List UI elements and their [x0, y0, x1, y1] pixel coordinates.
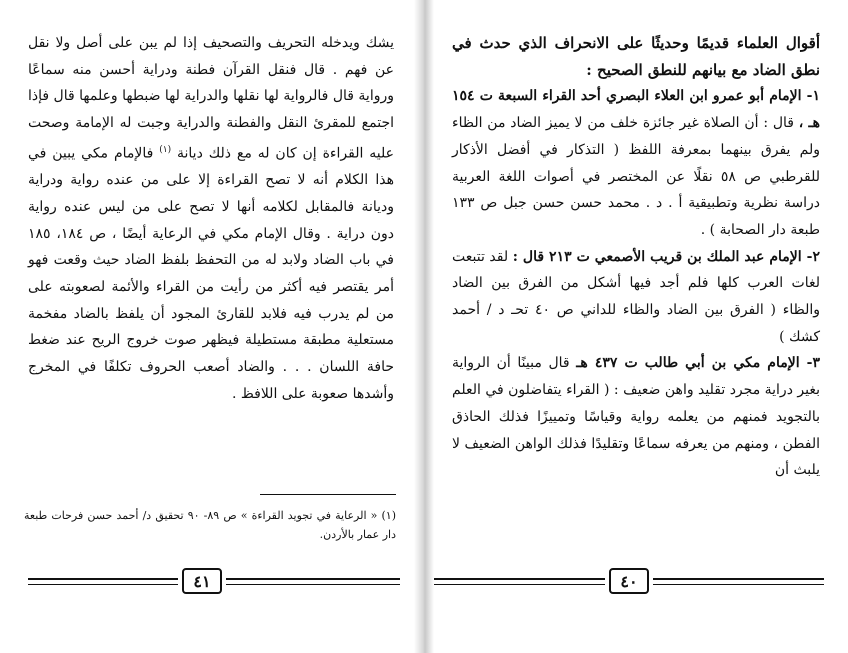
footer-rule-right	[434, 578, 605, 585]
left-page-footer	[28, 568, 400, 594]
item-2-heading: ٢- الإمام عبد الملك بن قريب الأصمعي ت ٢١٣ قال :	[512, 248, 821, 265]
item-3-text: قال مبينًا أن الرواية بغير دراية مجرد تقليد واهن ضعيف : ( القراء يتفاضلون في العلم بالتجويد فمنهم من يعلمه رواية وقياسًا وتمييزًا فذلك الحاذق الفطن ، ومنهم من يعرفه سماعًا وتقليدًا فذلك الواهن الضعيف لا يلبث أن	[452, 355, 820, 479]
item-1-heading: ١- الإمام أبو عمرو ابن العلاء البصري أحد القراء السبعة ت ١٥٤ هـ ،	[452, 88, 820, 132]
footnote-text: (١) « الرعاية في تجويد القراءة » ص ٨٩- ٩٠ تحقيق د/ أحمد حسن فرحات طبعة دار عمار بالأردن.	[24, 509, 396, 541]
footer-rule-right	[28, 578, 178, 585]
item-3-heading: ٣- الإمام مكي بن أبي طالب ت ٤٣٧ هـ	[576, 355, 820, 372]
footnote-marker: (١)	[159, 144, 172, 155]
item-2	[452, 244, 820, 351]
right-page-body	[452, 30, 820, 484]
item-3	[452, 350, 820, 484]
footnote-divider	[260, 494, 396, 495]
page-number-right: ٤٠	[609, 568, 649, 594]
item-1	[452, 83, 820, 243]
left-paragraph-1	[28, 30, 394, 408]
item-2-text: لقد تتبعت لغات العرب كلها فلم أجد فيها أشكل من الفرق بين الضاد والظاء ( الفرق بين الضاد والظاء للداني ص ٤٠ تحـ د / أحمد كشك )	[452, 248, 820, 345]
left-paragraph-1-text: يشك ويدخله التحريف والتصحيف إذا لم يبن على أصل ولا نقل عن فهم . قال فنقل القرآن فطنة ودراية أحسن منه سماعًا ورواية قال فالرواية لها نقلها والدراية لها ضبطها وعلمها قال فإذا اجتمع للمقرئ النقل والفطنة والدراية وجبت له الإمامة وصحت عليه القراءة إن كان له مع ذلك ديانة	[28, 35, 394, 162]
footer-rule-left	[653, 578, 824, 585]
right-page	[424, 0, 848, 653]
item-1-text: قال : أن الصلاة غير جائزة خلف من لا يميز الضاد من الظاء ولم يفرق بينهما بمعرفة اللفظ ( التذكار في أفضل الأذكار للقرطبي ص ٥٨ نقلًا عن المختصر في أصوات اللغة العربية دراسة نظرية وتطبيقية أ . د . محمد حسن حسن جبل ص ١٣٣ طبعة دار الصحابة ) .	[452, 115, 820, 238]
left-page-body	[28, 30, 394, 408]
left-paragraph-2-text: فالإمام مكي يبين في هذا الكلام أنه لا تصح القراءة إلا على من عنده رواية ودراية وديانة فالمقابل لكلامه أنها لا تصح على من ليس عنده رواية دون دراية . وقال الإمام مكي في الرعاية أيضًا ، ص ١٨٤، ١٨٥ في باب الضاد ولابد له من التحفظ بلفظ الضاد حيث وقعت فهو أمر يقتصر فيه أكثر من رأيت من القراء والأئمة لصعوبته على من لم يدرب فيه فلابد للقارئ المجود أن يلفظ بالضاد مفخمة مستعلية مطبقة مستطيلة فيظهر صوت خروج الريح عند ضغط حافة اللسان . . . والضاد أصعب الحروف تكلفًا في المخرج وأشدها صعوبة على اللافظ .	[28, 145, 394, 402]
page-number-left: ٤١	[182, 568, 222, 594]
right-page-footer	[434, 568, 824, 594]
footer-rule-left	[226, 578, 400, 585]
section-heading: أقوال العلماء قديمًا وحديثًا على الانحراف الذي حدث في نطق الضاد مع بيانهم للنطق الصحيح :	[452, 34, 820, 79]
